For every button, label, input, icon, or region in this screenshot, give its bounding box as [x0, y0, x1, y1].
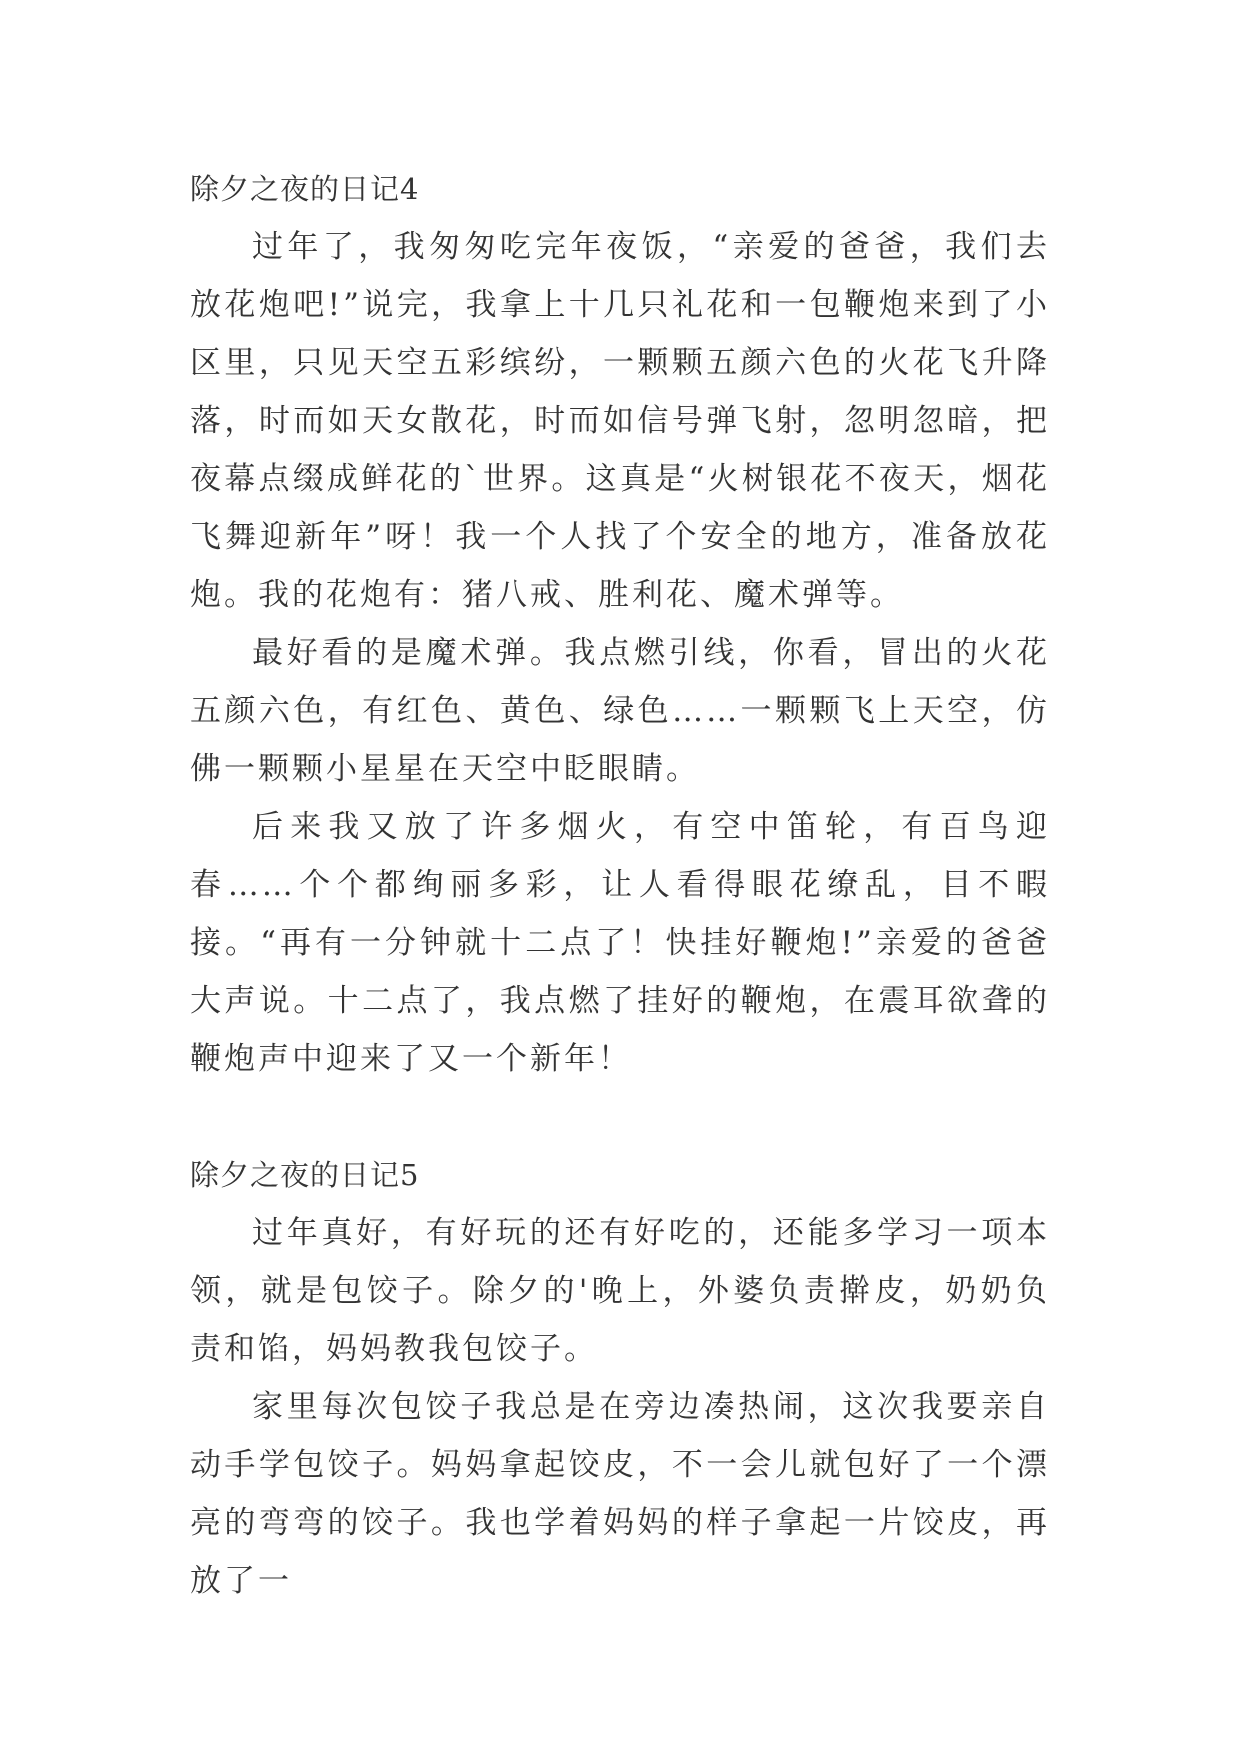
section-spacer — [190, 1088, 1050, 1146]
paragraph: 家里每次包饺子我总是在旁边凑热闹，这次我要亲自动手学包饺子。妈妈拿起饺皮，不一会儿就包好了一个漂亮的弯弯的饺子。我也学着妈妈的样子拿起一片饺皮，再放了一 — [190, 1389, 1050, 1599]
diary-section-5 — [190, 1146, 1050, 1610]
paragraph: 过年了，我匆匆吃完年夜饭，“亲爱的爸爸，我们去放花炮吧!”说完，我拿上十几只礼花和一包鞭炮来到了小区里，只见天空五彩缤纷，一颗颗五颜六色的火花飞升降落，时而如天女散花，时而如信号弹飞射，忽明忽暗，把夜幕点缀成鲜花的`世界。这真是“火树银花不夜天，烟花飞舞迎新年”呀！我一个人找了个安全的地方，准备放花炮。我的花炮有：猪八戒、胜利花、魔术弹等。 — [190, 229, 1050, 613]
paragraph: 最好看的是魔术弹。我点燃引线，你看，冒出的火花五颜六色，有红色、黄色、绿色……一颗颗飞上天空，仿佛一颗颗小星星在天空中眨眼睛。 — [190, 635, 1050, 787]
paragraph: 后来我又放了许多烟火，有空中笛轮，有百鸟迎春……个个都绚丽多彩，让人看得眼花缭乱，目不暇接。“再有一分钟就十二点了！快挂好鞭炮!”亲爱的爸爸大声说。十二点了，我点燃了挂好的鞭炮，在震耳欲聋的鞭炮声中迎来了又一个新年！ — [190, 809, 1050, 1077]
section-heading: 除夕之夜的日记4 — [190, 172, 420, 206]
section-heading: 除夕之夜的日记5 — [190, 1158, 420, 1192]
diary-section-4 — [190, 160, 1050, 1088]
document-body — [190, 160, 1050, 1610]
paragraph: 过年真好，有好玩的还有好吃的，还能多学习一项本领，就是包饺子。除夕的'晚上，外婆负责擀皮，奶奶负责和馅，妈妈教我包饺子。 — [190, 1215, 1050, 1367]
